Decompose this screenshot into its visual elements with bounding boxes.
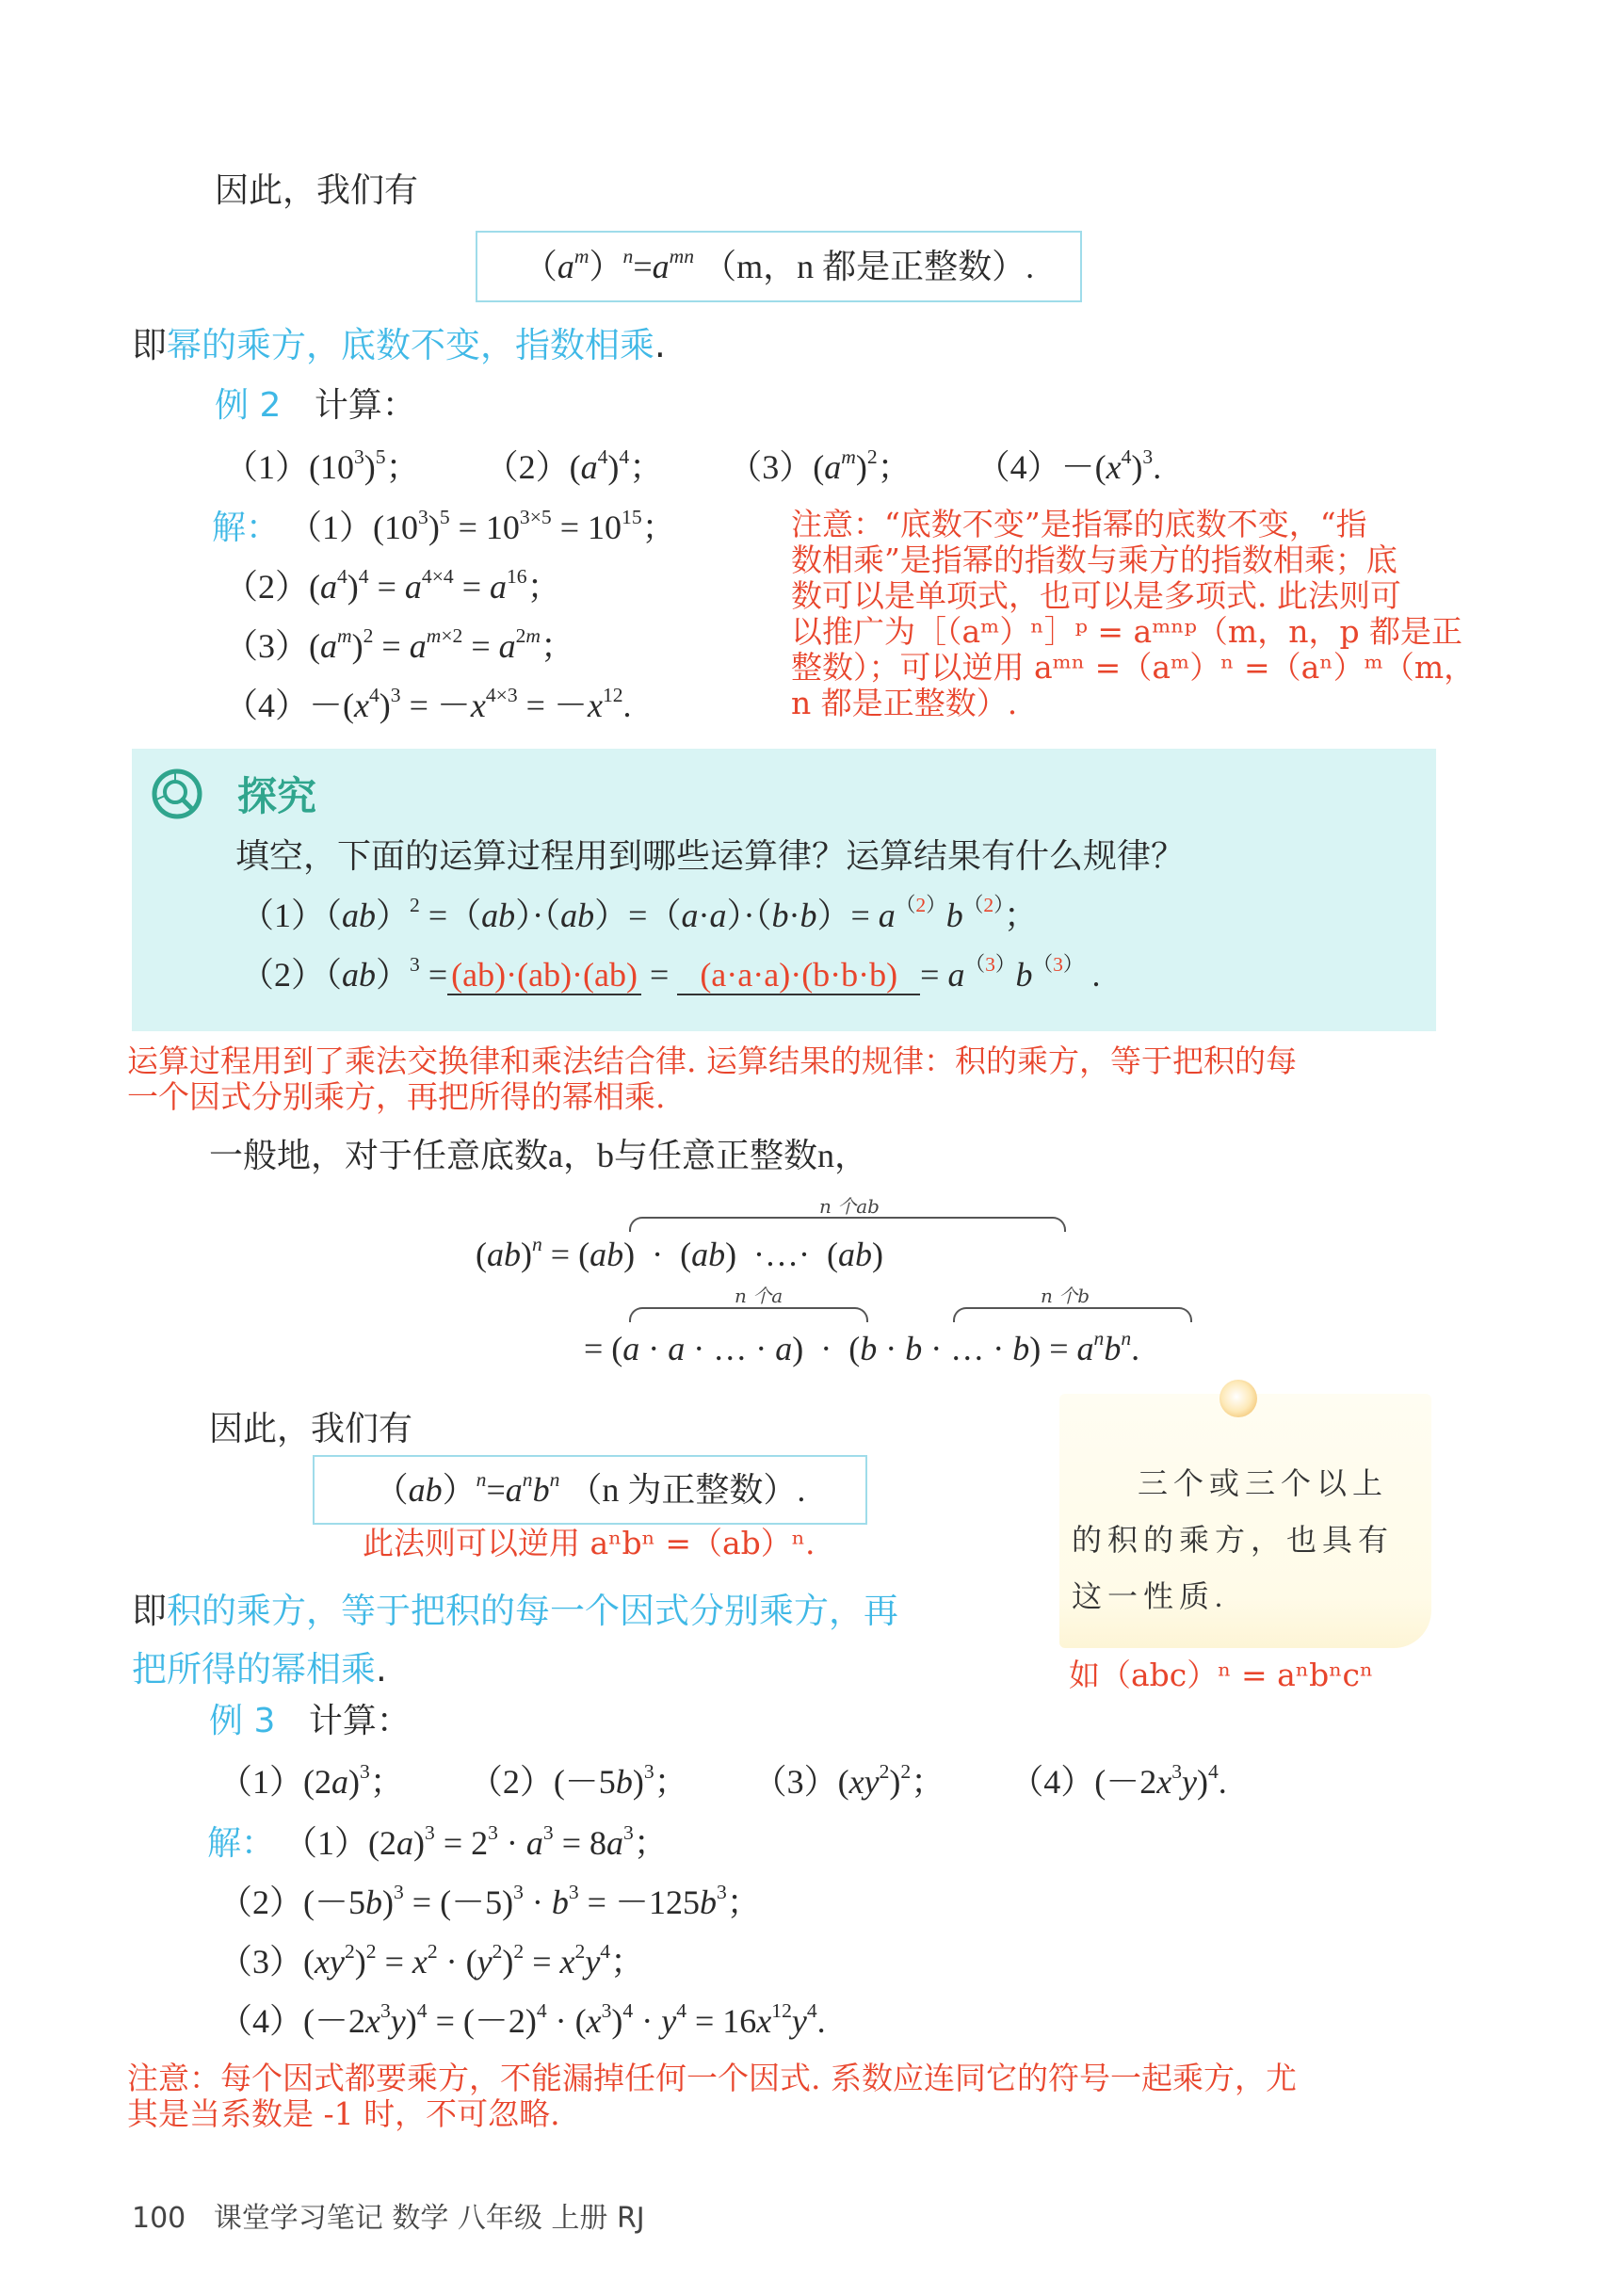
blank-answer: 3 <box>1053 952 1063 976</box>
general-intro: 一般地，对于任意底数a，b与任意正整数n， <box>209 1137 868 1174</box>
page-footer <box>132 2194 645 2236</box>
formula-condition: （n 为正整数）. <box>568 1471 806 1509</box>
example2-solution-4: $(4)-(x^4)^3 = -x^{4\times 3} = -x^{12}$. <box>224 683 632 724</box>
example2-problem-4: $(4)-(x^4)^3$. <box>976 445 1162 486</box>
example3-prompt: 计算： <box>308 1702 411 1739</box>
example3-solution-4: $(4)(-2x^3y)^4 = (-2)^4 \cdot (x^3)^4 \cdot y^4 = 16x^{12}y^4$. <box>218 1998 826 2040</box>
example2-label: 例 2 <box>215 386 282 425</box>
brace-ab <box>629 1217 1066 1232</box>
reverse-note: 此法则可以逆用 aⁿbⁿ =（ab）ⁿ. <box>363 1525 816 1561</box>
example3-heading <box>209 1700 411 1742</box>
sidenote-text: 三个或三个以上 的积的乘方，也具有 这一性质. <box>1072 1466 1395 1613</box>
power-of-power-rule-box <box>476 231 1082 302</box>
example2-solution-3: $(3)(a^m)^2 = a^{m\times 2} = a^{2m}$； <box>224 623 575 665</box>
sidenote-example: 如（abc）ⁿ = aⁿbⁿcⁿ <box>1069 1657 1374 1693</box>
page-number: 100 <box>132 2202 186 2235</box>
product-power-formula: $(ab)^n=a^nb^n$ （n 为正整数）. <box>374 1467 806 1509</box>
power-rule-summary: 即幂的乘方，底数不变，指数相乘. <box>132 325 666 365</box>
blank-answer: 3 <box>985 952 995 976</box>
example2-heading <box>215 384 416 427</box>
power-of-power-formula: $(a^m)^n=a^{mn}$ （m，n 都是正整数）. <box>523 244 1035 285</box>
example2-problem-2: $(2)(a^4)^4$； <box>484 445 664 486</box>
example3-problems <box>218 1761 1349 1803</box>
explore-question: 填空，下面的运算过程用到哪些运算律？运算结果有什么规律？ <box>235 837 1186 875</box>
example3-label: 例 3 <box>209 1702 276 1740</box>
blank-answer: 2 <box>915 893 927 916</box>
example3-solution-2: $(2)(-5b)^3 = (-5)^3 \cdot b^3 = -125b^3$； <box>218 1880 761 1921</box>
explore-box <box>132 749 1436 1031</box>
example3-problem-1: $(1)(2a)^3$； <box>218 1759 404 1801</box>
general-line-2: = (a · a · … · a) · (b · b · … · $b) = a^nb^n$. <box>584 1326 1140 1367</box>
explore-item-2: $(2)(ab)^3 = (ab)\cdot(ab)\cdot(ab) = (a\cdot a\cdot a)\cdot(b\cdot b\cdot b) = a^{(3)}b^{(3)}$ . <box>240 952 1101 994</box>
intro-text: 因此，我们有 <box>215 171 419 209</box>
example3-problem-3: $(3)(xy^2)^2$； <box>752 1759 945 1801</box>
example2-problem-3: $(3)(a^m)^2$； <box>728 445 912 486</box>
magnifier-explore-icon <box>151 768 203 820</box>
example3-problem-2: $(2)(-5b)^3$； <box>468 1759 688 1801</box>
explore-title: 探究 <box>237 773 317 819</box>
product-power-rule-box <box>313 1455 867 1525</box>
general-line-1: (ab)$^n$ = (ab) · (ab) ·…· (ab) <box>476 1232 884 1273</box>
product-rule-summary: 即积的乘方，等于把积的每一个因式分别乘方，再 把所得的幂相乘. <box>132 1591 898 1690</box>
example2-problems <box>224 446 1260 488</box>
lightbulb-icon <box>1219 1380 1257 1417</box>
brace-label-ab: n 个ab <box>819 1195 880 1218</box>
blank-answer-2: (a·a·a)·(b·b·b) <box>677 956 920 995</box>
brace-b <box>953 1307 1192 1322</box>
brace-label-b: n 个b <box>1041 1285 1090 1307</box>
blank-answer-1: (ab)·(ab)·(ab) <box>447 956 641 995</box>
example2-solution-label: 解： <box>212 509 281 547</box>
formula-condition: （m，n 都是正整数）. <box>703 248 1035 285</box>
intro-text-2: 因此，我们有 <box>209 1410 413 1447</box>
explore-item-1: $(1)(ab)^2 =(ab)\cdot(ab)=(a\cdot a)\cdot(b\cdot b)= a^{(2)}b^{(2)}$； <box>240 893 1039 934</box>
example2-note: 注意：“底数不变”是指幂的底数不变，“指 数相乘”是指幂的指数与乘方的指数相乘；底 数可以是单项式，也可以是多项式. 此法则可 以推广为［（aᵐ）ⁿ］ᵖ = aᵐⁿᵖ（m，n，p 都是正 整数）；可以逆用 aᵐⁿ =（aᵐ）ⁿ =（aⁿ）ᵐ（m， n 都是正整数）. <box>791 506 1476 721</box>
blank-answer: 2 <box>983 893 994 916</box>
example3-solution-1: 解： $(1)(2a)^3 = 2^3 \cdot a^3 = 8a^3$； <box>207 1820 668 1863</box>
example3-note: 注意：每个因式都要乘方，不能漏掉任何一个因式. 系数应连同它的符号一起乘方，尤 其是当系数是 -1 时，不可忽略. <box>127 2060 1297 2132</box>
brace-a <box>629 1307 868 1322</box>
power-rule-highlight: 幂的乘方，底数不变，指数相乘 <box>167 325 654 365</box>
example2-solution-2: $(2)(a^4)^4 = a^{4\times 4} = a^{16}$； <box>224 564 561 606</box>
example3-solution-label: 解： <box>207 1824 276 1863</box>
example2-problem-1: $(1)(10^3)^5$； <box>224 445 420 486</box>
brace-label-a: n 个a <box>735 1285 783 1307</box>
example3-solution-3: $(3)(xy^2)^2 = x^2 \cdot (y^2)^2 = x^2y^4$； <box>218 1939 645 1981</box>
book-title: 课堂学习笔记 数学 八年级 上册 RJ <box>213 2202 645 2235</box>
example2-prompt: 计算： <box>314 386 416 424</box>
example2-solution-1: 解： $(1)(10^3)^5 = 10^{3\times 5} = 10^{15}$； <box>212 505 676 547</box>
explore-answer: 运算过程用到了乘法交换律和乘法结合律. 运算结果的规律：积的乘方，等于把积的每 一个因式分别乘方，再把所得的幂相乘. <box>127 1043 1297 1115</box>
example3-problem-4: $(4)(-2x^3y)^4$. <box>1009 1759 1227 1801</box>
